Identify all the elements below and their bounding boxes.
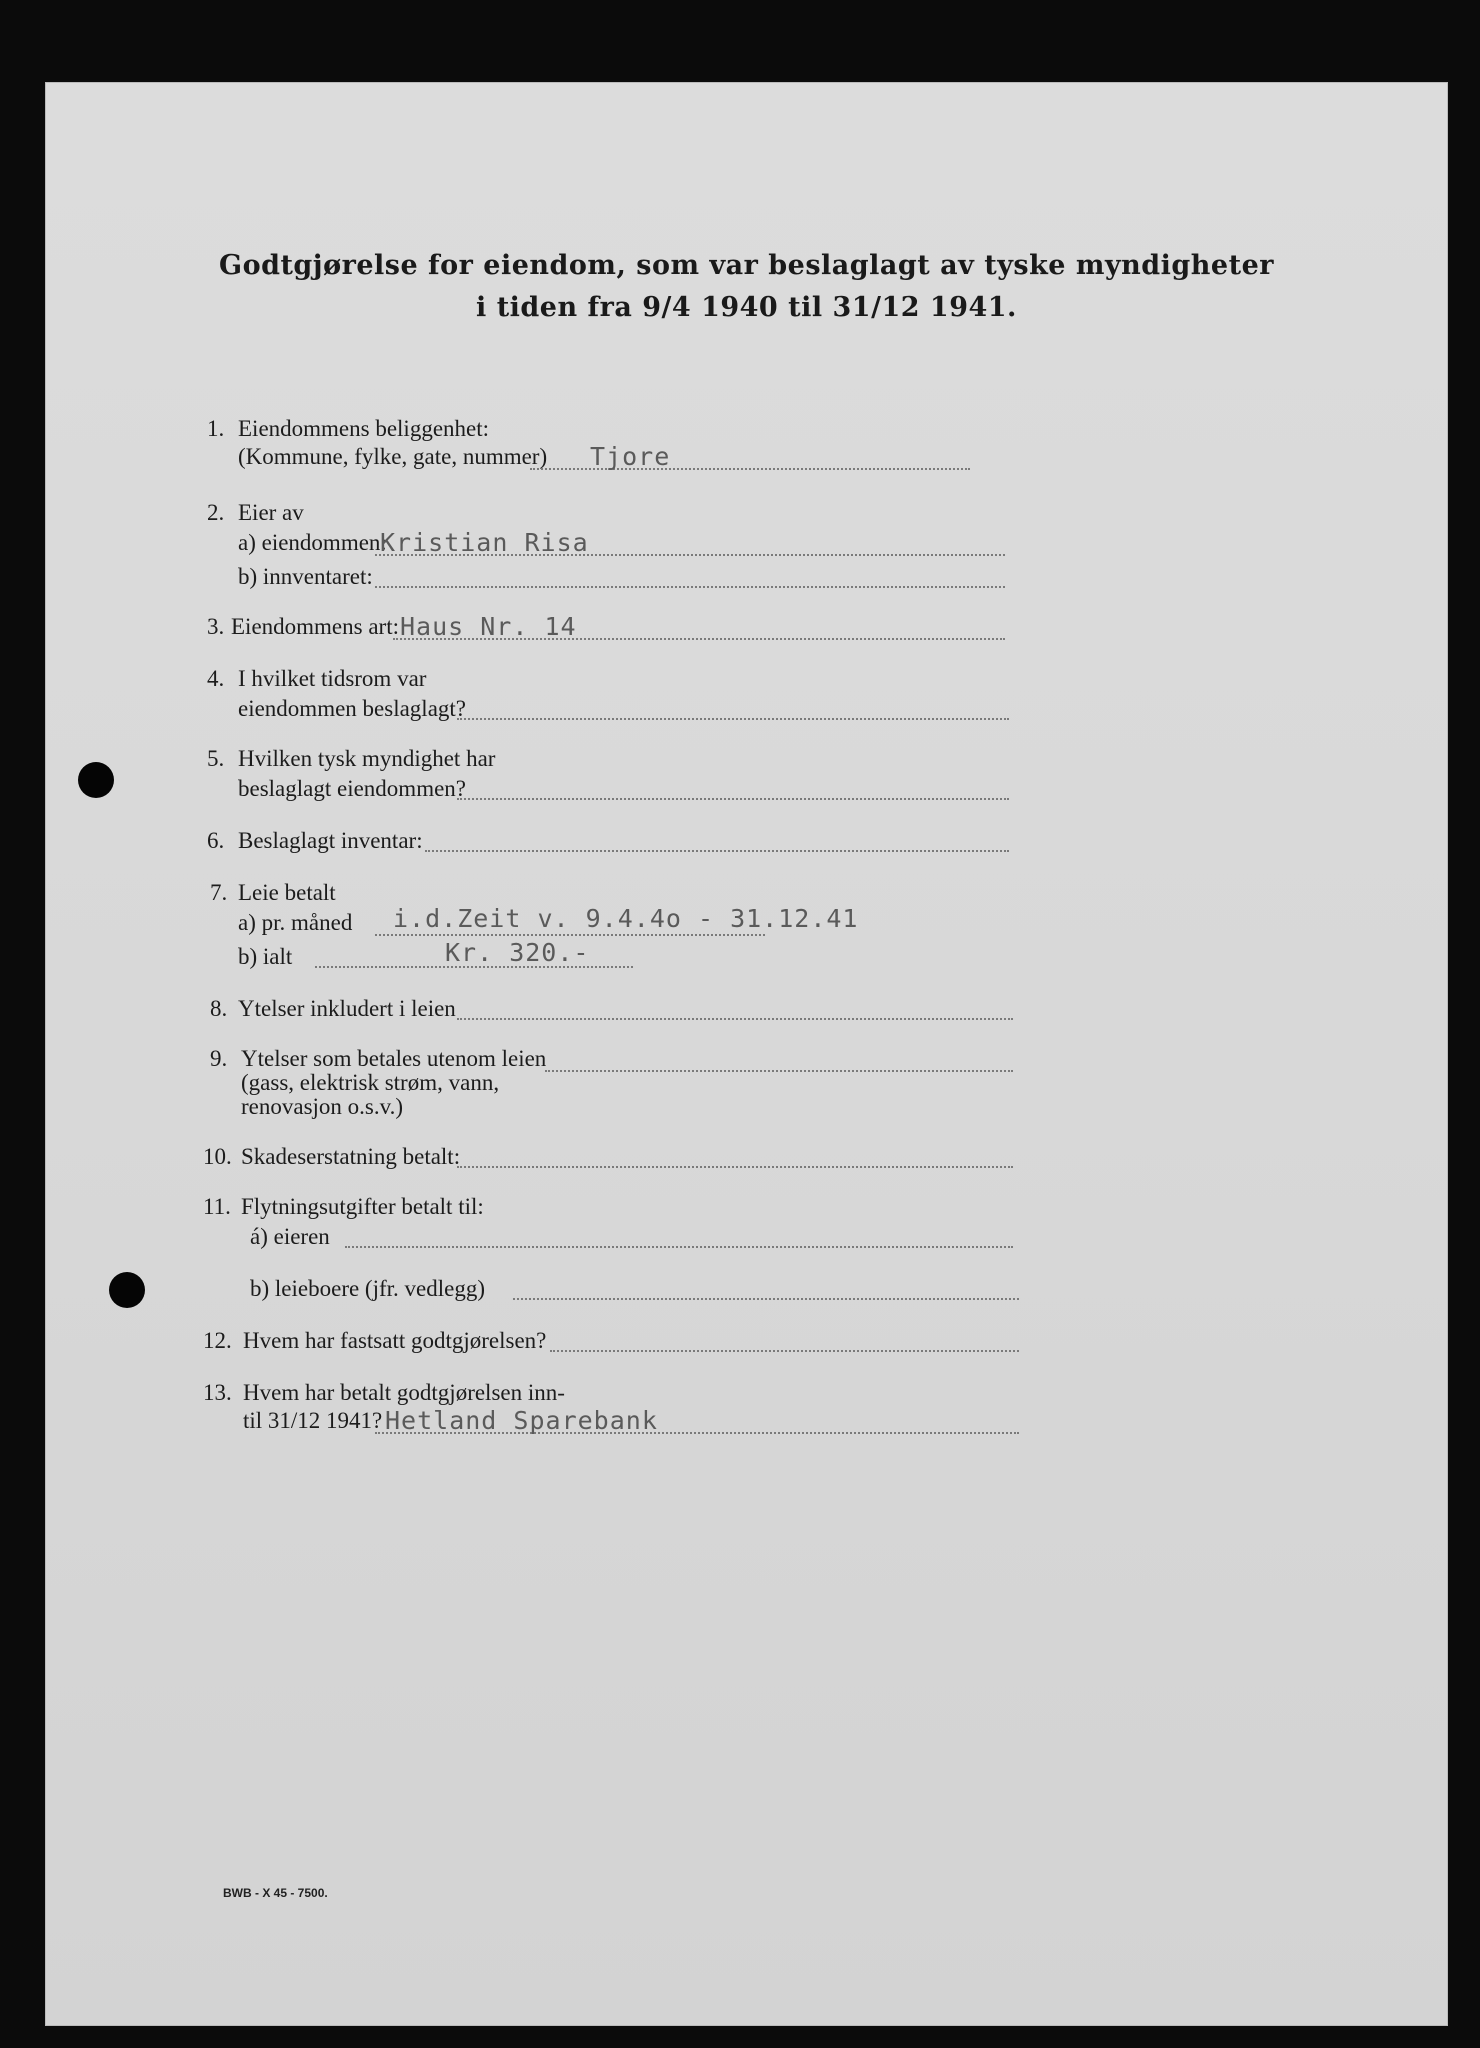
item-2-label: Eier av [238, 500, 304, 525]
item-9-label: Ytelser som betales utenom leien [241, 1046, 547, 1071]
item-13-answer: Hetland Sparebank [385, 1406, 658, 1435]
item-10-answer-line [457, 1166, 1013, 1168]
item-8-answer-line [457, 1018, 1013, 1020]
item-13-number: 13. [203, 1380, 232, 1405]
item-2b-answer-line [375, 586, 1005, 588]
item-9-number: 9. [210, 1046, 228, 1071]
item-4-sublabel: eiendommen beslaglagt? [238, 696, 467, 721]
item-10-number: 10. [203, 1144, 232, 1169]
item-4-answer-line [457, 718, 1009, 720]
item-3-number: 3. [207, 614, 225, 639]
item-5-answer-line [457, 798, 1009, 800]
item-4-number: 4. [207, 666, 225, 691]
item-2b-label: b) innventaret: [238, 564, 373, 589]
item-4-label: I hvilket tidsrom var [238, 666, 427, 691]
item-3-answer: Haus Nr. 14 [400, 612, 577, 641]
item-1-label: Eiendommens beliggenhet: [238, 416, 490, 441]
item-11a-label: á) eieren [250, 1224, 330, 1249]
binder-hole-bottom [109, 1272, 145, 1308]
item-5-number: 5. [207, 746, 225, 771]
item-6-label: Beslaglagt inventar: [238, 828, 423, 853]
item-5-label: Hvilken tysk myndighet har [238, 746, 496, 771]
item-8-number: 8. [210, 996, 228, 1021]
print-code: BWB - X 45 - 7500. [223, 1886, 328, 1900]
item-2a-answer: Kristian Risa [380, 528, 589, 557]
item-6-answer-line [425, 850, 1009, 852]
binder-hole-top [78, 762, 114, 798]
item-11-number: 11. [203, 1194, 231, 1219]
form-title-line-2: i tiden fra 9/4 1940 til 31/12 1941. [476, 292, 1017, 323]
item-12-label: Hvem har fastsatt godtgjørelsen? [243, 1328, 547, 1353]
item-7a-answer: i.d.Zeit v. 9.4.4o - 31.12.41 [393, 904, 859, 933]
item-7b-label: b) ialt [238, 944, 293, 969]
item-8-label: Ytelser inkludert i leien [238, 996, 456, 1021]
item-1-answer: Tjore [590, 442, 671, 471]
item-11b-label: b) leieboere (jfr. vedlegg) [250, 1276, 485, 1301]
item-7-number: 7. [210, 880, 228, 905]
item-12-answer-line [550, 1350, 1019, 1352]
item-9-sublabel-2: renovasjon o.s.v.) [241, 1094, 404, 1119]
form-sheet [45, 82, 1448, 2026]
item-11a-answer-line [345, 1246, 1013, 1248]
item-9-answer-line [545, 1070, 1013, 1072]
item-5-sublabel: beslaglagt eiendommen? [238, 776, 467, 801]
item-7a-label: a) pr. måned [238, 910, 353, 935]
item-10-label: Skadeserstatning betalt: [241, 1144, 461, 1169]
item-1-sublabel: (Kommune, fylke, gate, nummer) [238, 444, 548, 469]
item-11b-answer-line [513, 1298, 1019, 1300]
item-6-number: 6. [207, 828, 225, 853]
item-13-label: Hvem har betalt godtgjørelsen inn- [243, 1380, 565, 1405]
item-3-label: Eiendommens art: [231, 614, 399, 639]
item-11-label: Flytningsutgifter betalt til: [241, 1194, 484, 1219]
item-7b-answer: Kr. 320.- [445, 938, 590, 967]
item-9-sublabel-1: (gass, elektrisk strøm, vann, [241, 1070, 500, 1095]
item-2a-label: a) eiendommen: [238, 530, 387, 555]
item-2-number: 2. [207, 500, 225, 525]
item-7-label: Leie betalt [238, 880, 336, 905]
form-title-line-1: Godtgjørelse for eiendom, som var beslaglagt av tyske myndigheter [219, 250, 1274, 281]
item-13-sublabel: til 31/12 1941? [243, 1408, 383, 1433]
item-12-number: 12. [203, 1328, 232, 1353]
item-7a-answer-line [375, 934, 765, 936]
item-1-number: 1. [207, 416, 225, 441]
